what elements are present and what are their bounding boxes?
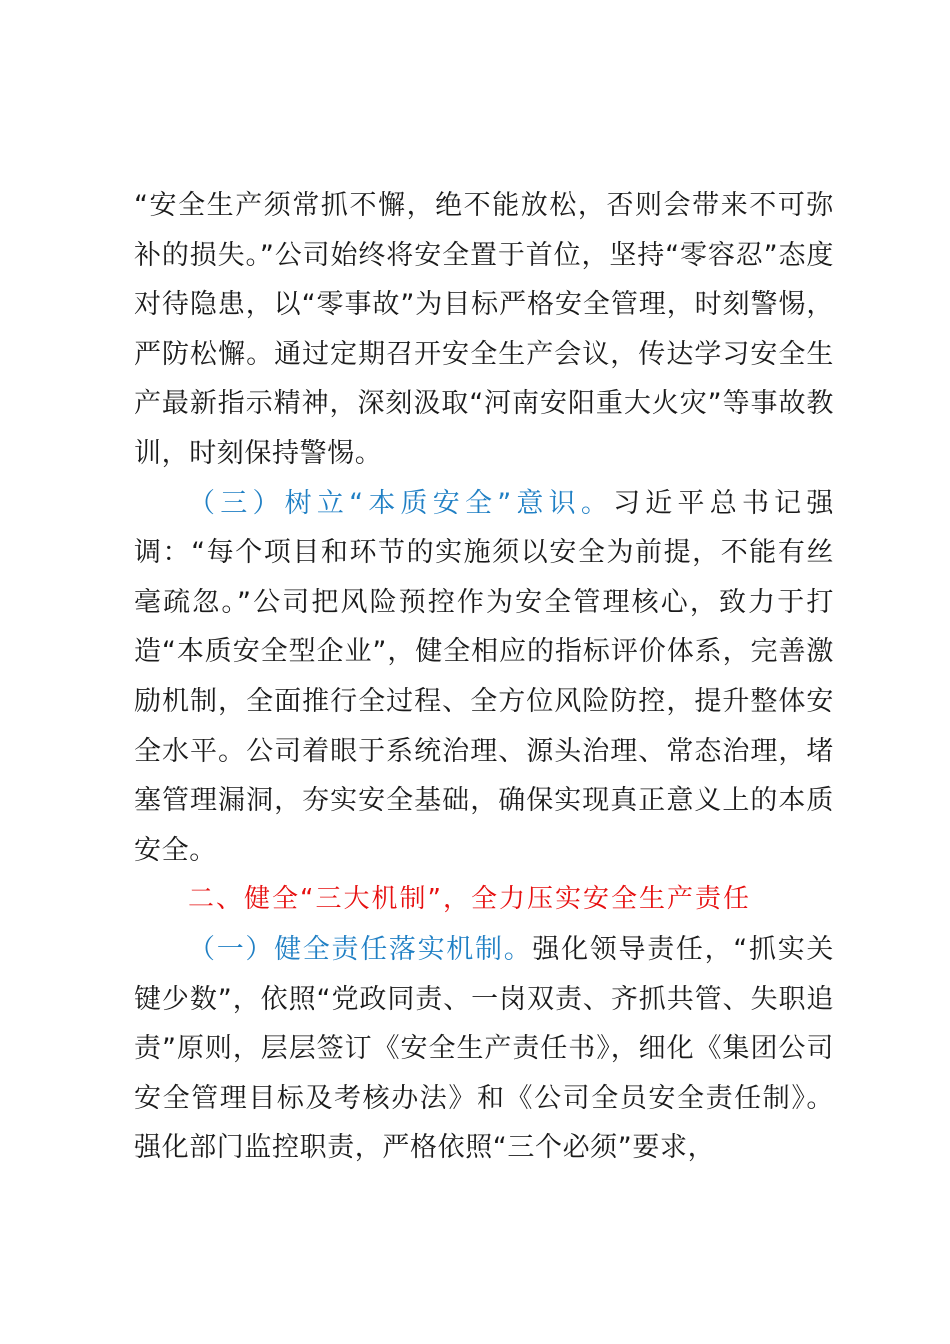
- paragraph-text: 习近平总书记强调：“每个项目和环节的实施须以安全为前提，不能有丝毫疏忽。”公司把风险预控作为安全管理核心，致力于打造“本质安全型企业”，健全相应的指标评价体系，完善激励机制，全面推行全过程、全方位风险防控，提升整体安全水平。公司着眼于系统治理、源头治理、常态治理，堵塞管理漏洞，夯实安全基础，确保实现真正意义上的本质安全。: [134, 487, 835, 866]
- section-heading-three-mechanisms: 二、健全“三大机制”，全力压实安全生产责任: [188, 884, 751, 915]
- paragraph-quote-safety: [134, 181, 834, 479]
- paragraph-essential-safety: [134, 479, 834, 876]
- subheading-essential-safety: （三）树立“本质安全”意识。: [188, 487, 614, 519]
- paragraph-responsibility-mechanism: [134, 925, 834, 1173]
- paragraph-text: 强化领导责任，“抓实关键少数”，依照“党政同责、一岗双责、齐抓共管、失职追责”原则，层层签订《安全生产责任书》，细化《集团公司安全管理目标及考核办法》和《公司全员安全责任制》。强化部门监控职责，严格依照“三个必须”要求，: [134, 933, 834, 1164]
- paragraph-text: “安全生产须常抓不懈，绝不能放松，否则会带来不可弥补的损失。”公司始终将安全置于首位，坚持“零容忍”态度对待隐患，以“零事故”为目标严格安全管理，时刻警惕，严防松懈。通过定期召开安全生产会议，传达学习安全生产最新指示精神，深刻汲取“河南安阳重大火灾”等事故教训，时刻保持警惕。: [134, 190, 834, 469]
- document-body: [134, 181, 834, 1173]
- subheading-responsibility-mechanism: （一）健全责任落实机制。: [188, 933, 533, 965]
